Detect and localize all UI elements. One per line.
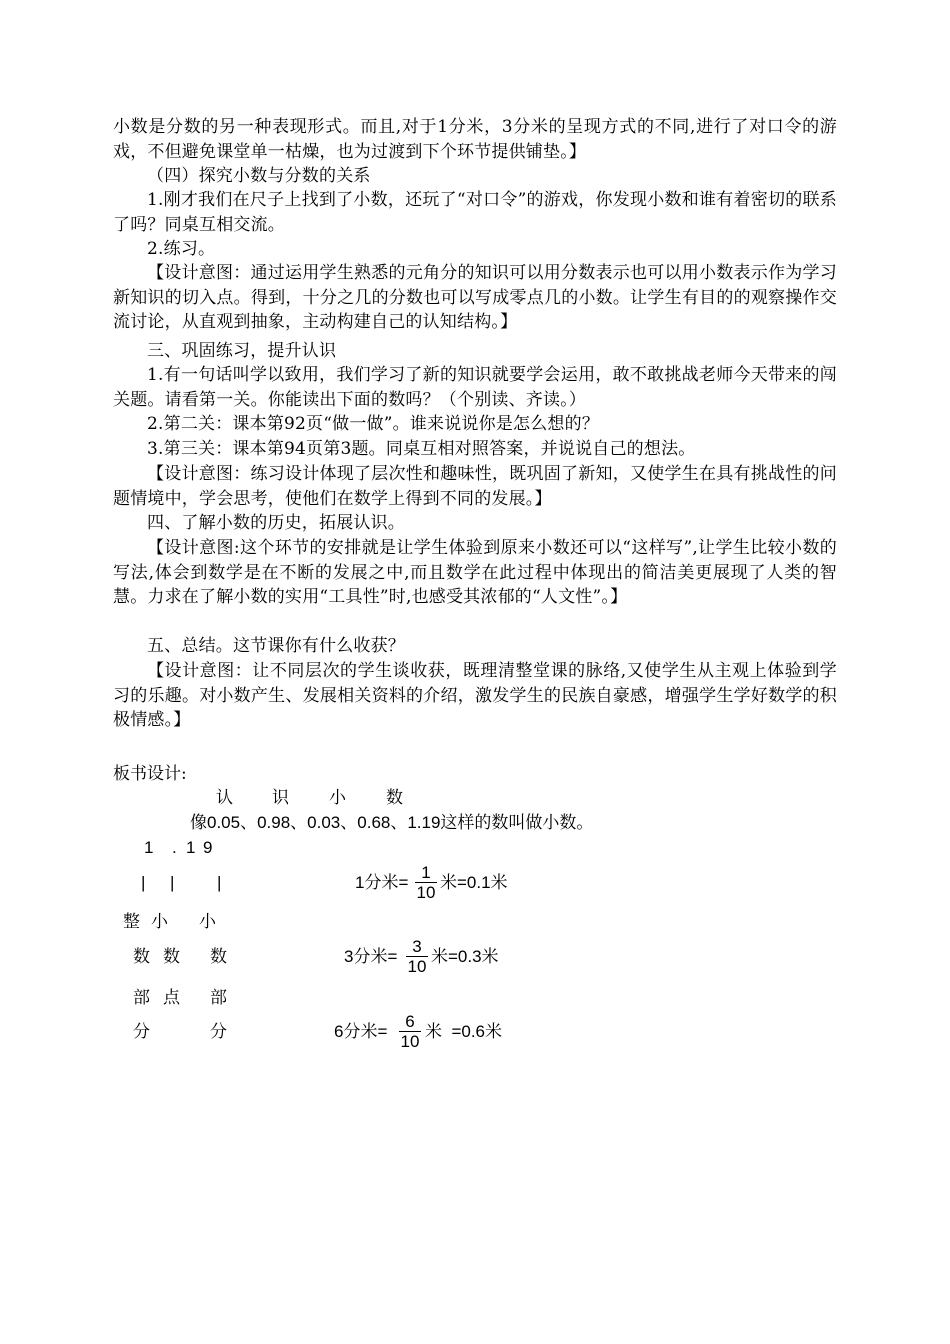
- number-digit-integer: 1: [144, 838, 154, 857]
- fraction: [414, 864, 438, 901]
- fraction-numerator: 3: [412, 937, 422, 956]
- equation-left: 1分米=: [355, 873, 409, 892]
- paragraph-question: 1.刚才我们在尺子上找到了小数，还玩了“对口令”的游戏，你发现小数和谁有着密切的联系了吗？同桌互相交流。: [113, 190, 837, 235]
- label-fraction-char: 小: [199, 912, 216, 932]
- equation-right: 米=0.1米: [440, 873, 508, 892]
- paragraph-level-2: 2.第二关：课本第92页“做一做”。谁来说说你是怎么想的？: [147, 414, 600, 434]
- equation-left: 6分米=: [334, 1022, 388, 1041]
- board-heading: 板书设计:: [113, 764, 187, 784]
- design-intent-1: 【设计意图：通过运用学生熟悉的元角分的知识可以用分数表示也可以用小数表示作为学习新知识的切入点。得到，十分之几的分数也可以写成零点几的小数。让学生有目的的观察操作交流讨论，从直观到抽象，主动构建自己的认知结构。】: [113, 263, 837, 332]
- number-digit-tenths: 1: [186, 838, 196, 857]
- design-intent-2: 【设计意图：练习设计体现了层次性和趣味性，既巩固了新知，又使学生在具有挑战性的问题情境中，学会思考，使他们在数学上得到不同的发展。】: [113, 464, 837, 509]
- fraction-numerator: 1: [421, 863, 431, 882]
- board-title-char: 认: [216, 788, 233, 808]
- label-integer-char: 数: [133, 947, 150, 967]
- design-intent-3: 【设计意图:这个环节的安排就是让学生体验到原来小数还可以“这样写”,让学生比较小数的写法,体会到数学是在不断的发展之中,而且数学在此过程中体现出的简洁美更展现了人类的智慧。力求在了解小数的实用“工具性”时,也感受其浓郁的“人文性”。】: [113, 538, 837, 607]
- label-point-char: 点: [163, 988, 180, 1008]
- equation-right: 米=0.3米: [431, 947, 499, 966]
- label-point-char: 小: [151, 912, 168, 932]
- section-heading-summary: 五、总结。这节课你有什么收获？: [147, 636, 405, 656]
- fraction-denominator: 10: [400, 1032, 420, 1051]
- label-integer-char: 分: [133, 1022, 150, 1042]
- label-fraction-char: 数: [210, 947, 227, 967]
- tick-mark: |: [170, 873, 175, 892]
- label-fraction-char: 部: [210, 988, 227, 1008]
- equation-left: 3分米=: [344, 947, 398, 966]
- fraction-denominator: 10: [407, 957, 427, 976]
- tick-mark: |: [217, 873, 222, 892]
- paragraph-level-3: 3.第三关：课本第94页第3题。同桌互相对照答案，并说说自己的想法。: [147, 439, 696, 459]
- label-fraction-char: 分: [210, 1022, 227, 1042]
- tick-mark: |: [141, 873, 146, 892]
- paragraph-level-1: 1.有一句话叫学以致用，我们学习了新的知识就要学会运用，敢不敢挑战老师今天带来的闯关题。请看第一关。你能读出下面的数吗？（个别读、齐读。）: [113, 365, 837, 410]
- fraction: [398, 1013, 422, 1050]
- fraction-numerator: 6: [405, 1012, 415, 1031]
- number-decimal-point: .: [172, 838, 177, 857]
- number-digit-hundredths: 9: [203, 838, 213, 857]
- board-title-char: 小: [329, 788, 346, 808]
- fraction: [405, 938, 429, 975]
- equation-right: 米 =0.6米: [425, 1022, 503, 1041]
- fraction-denominator: 10: [416, 883, 436, 902]
- section-heading-history: 四、了解小数的历史，拓展认识。: [147, 513, 405, 533]
- paragraph-practice: 2.练习。: [147, 239, 216, 259]
- label-integer-char: 部: [133, 988, 150, 1008]
- section-heading-4: （四）探究小数与分数的关系: [147, 166, 371, 186]
- design-intent-4: 【设计意图：让不同层次的学生谈收获，既理清整堂课的脉络,又使学生从主观上体验到学习的乐趣。对小数产生、发展相关资料的介绍，激发学生的民族自豪感，增强学生学好数学的积极情感。】: [113, 661, 837, 730]
- label-point-char: 数: [163, 947, 180, 967]
- paragraph-continuation: 小数是分数的另一种表现形式。而且,对于1分米，3分米的呈现方式的不同,进行了对口令的游戏，不但避免课堂单一枯燥，也为过渡到下个环节提供铺垫。】: [113, 117, 837, 162]
- section-heading-3: 三、巩固练习，提升认识: [147, 341, 337, 361]
- label-integer-char: 整: [123, 912, 140, 932]
- board-title-char: 识: [272, 788, 289, 808]
- board-definition: 像0.05、0.98、0.03、0.68、1.19这样的数叫做小数。: [190, 813, 594, 832]
- board-title-char: 数: [386, 788, 403, 808]
